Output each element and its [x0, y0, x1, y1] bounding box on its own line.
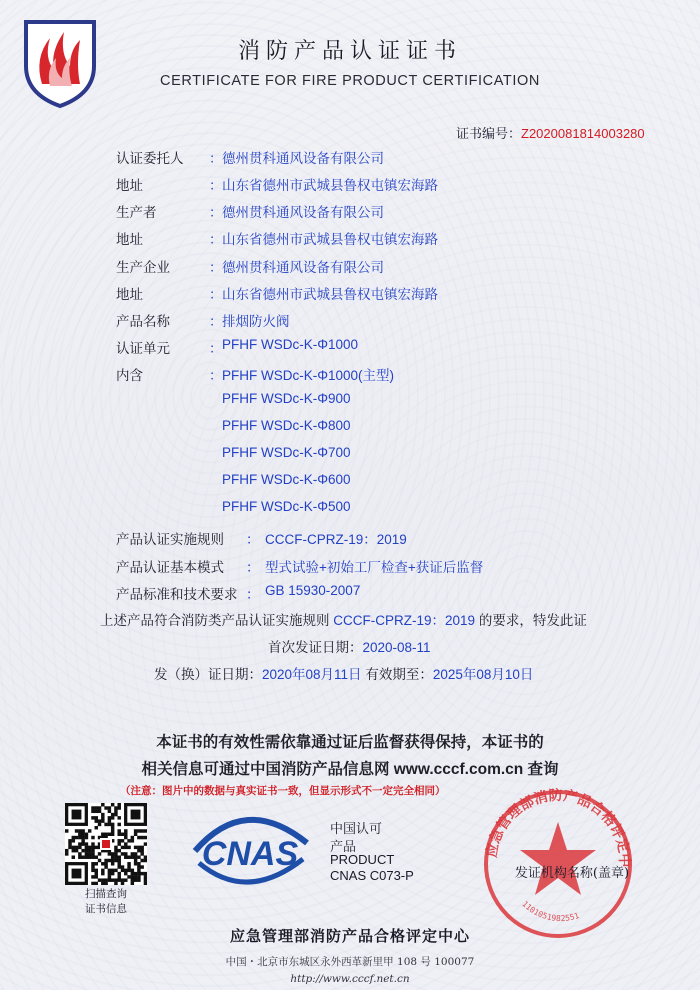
field-value: 德州贯科通风设备有限公司: [222, 260, 384, 275]
qr-code[interactable]: [65, 803, 147, 885]
field-label: 生产企业: [116, 260, 170, 275]
cnas-logo: [185, 803, 315, 893]
field-value: 德州贯科通风设备有限公司: [222, 151, 384, 166]
field-colon: ：: [209, 151, 223, 166]
rule-colon: ：: [246, 587, 260, 602]
field-value: 排烟防火阀: [222, 314, 290, 329]
footer-organization: 应急管理部消防产品合格评定中心: [229, 927, 470, 945]
field-value: PFHF WSDc-K-Φ1000: [222, 337, 359, 352]
valid-label: 有效期至：: [361, 667, 433, 682]
issue-validity-dates: [154, 663, 533, 683]
notice-line-2: 相关信息可通过中国消防产品信息网 www.cccf.com.cn 查询: [141, 761, 559, 778]
field-value: 山东省德州市武城县鲁权屯镇宏海路: [222, 287, 438, 302]
model-item: PFHF WSDc-K-Φ900: [222, 391, 351, 406]
statement-after: 的要求，特发此证: [475, 613, 587, 628]
certificate-number-value: Z2020081814003280: [521, 126, 645, 141]
field-value: 山东省德州市武城县鲁权屯镇宏海路: [222, 178, 438, 193]
field-colon: ：: [209, 260, 223, 275]
footer-website[interactable]: http://www.cccf.net.cn: [290, 973, 410, 985]
field-value: 德州贯科通风设备有限公司: [222, 205, 384, 220]
rule-value: CCCF-CPRZ-19：2019: [265, 532, 407, 547]
seal-label: 发证机构名称(盖章): [514, 866, 630, 881]
field-label: 地址: [116, 287, 143, 302]
field-label: 生产者: [116, 205, 157, 220]
certificate-number: [456, 123, 645, 142]
certificate-number-label: 证书编号：: [456, 126, 522, 141]
cnas-logo-text: CNAS: [201, 835, 299, 873]
rule-colon: ：: [246, 560, 260, 575]
rule-value: GB 15930-2007: [265, 583, 361, 598]
qr-caption-2: 证书信息: [85, 903, 127, 915]
model-item: PFHF WSDc-K-Φ700: [222, 445, 351, 460]
first-issue-date: [268, 636, 431, 656]
notice-line-1: 本证书的有效性需依靠通过证后监督获得保持，本证书的: [156, 734, 544, 751]
field-colon: ：: [209, 368, 223, 383]
field-colon: ：: [209, 178, 223, 193]
statement-rule: CCCF-CPRZ-19：2019: [333, 613, 476, 628]
qr-caption-1: 扫描查询: [85, 888, 127, 900]
field-value: PFHF WSDc-K-Φ1000(主型): [222, 368, 395, 383]
issue-value: 2020年08月11日: [262, 667, 362, 682]
field-value: 山东省德州市武城县鲁权屯镇宏海路: [222, 232, 438, 247]
field-label: 认证单元: [116, 341, 170, 356]
cnas-line: 产品: [330, 839, 357, 854]
field-label: 认证委托人: [116, 151, 184, 166]
rule-label: 产品标准和技术要求: [116, 587, 238, 602]
rule-colon: ：: [246, 532, 260, 547]
model-item: PFHF WSDc-K-Φ500: [222, 499, 351, 514]
rule-label: 产品认证实施规则: [116, 532, 224, 547]
model-item: PFHF WSDc-K-Φ800: [222, 418, 351, 433]
field-label: 地址: [116, 178, 143, 193]
field-colon: ：: [209, 232, 223, 247]
cnas-line: CNAS C073-P: [330, 868, 414, 883]
svg-text:1101051982551: [520, 899, 580, 923]
field-label: 地址: [116, 232, 143, 247]
statement-before: 上述产品符合消防类产品认证实施规则: [100, 613, 334, 628]
valid-value: 2025年08月10日: [432, 667, 534, 682]
first-issue-label: 首次发证日期：: [268, 640, 363, 655]
first-issue-value: 2020-08-11: [362, 640, 431, 655]
title-cn: 消防产品认证证书: [237, 39, 462, 64]
field-label: 产品名称: [116, 314, 170, 329]
issue-label: 发（换）证日期：: [154, 667, 262, 682]
conformity-statement: [100, 609, 587, 629]
cnas-line: 中国认可: [330, 821, 383, 836]
rule-label: 产品认证基本模式: [116, 560, 224, 575]
seal-number: 1101051982551: [520, 899, 581, 924]
field-colon: ：: [209, 287, 223, 302]
notice-red-note: （注意：图片中的数据与真实证书一致，但显示形式不一定完全相同）: [120, 785, 446, 797]
model-item: PFHF WSDc-K-Φ600: [222, 472, 351, 487]
field-colon: ：: [209, 205, 223, 220]
footer-address: 中国・北京市东城区永外西革新里甲 108 号 100077: [225, 956, 475, 968]
field-colon: ：: [209, 341, 223, 356]
field-colon: ：: [209, 314, 223, 329]
seal-ring-text: 应急管理部消防产品合格评定中: [483, 787, 633, 868]
title-en: CERTIFICATE FOR FIRE PRODUCT CERTIFICATION: [160, 73, 540, 89]
official-seal: [468, 780, 658, 940]
field-label: 内含: [116, 368, 143, 383]
rule-value: 型式试验+初始工厂检查+获证后监督: [265, 560, 484, 575]
cnas-line: PRODUCT: [330, 852, 395, 867]
